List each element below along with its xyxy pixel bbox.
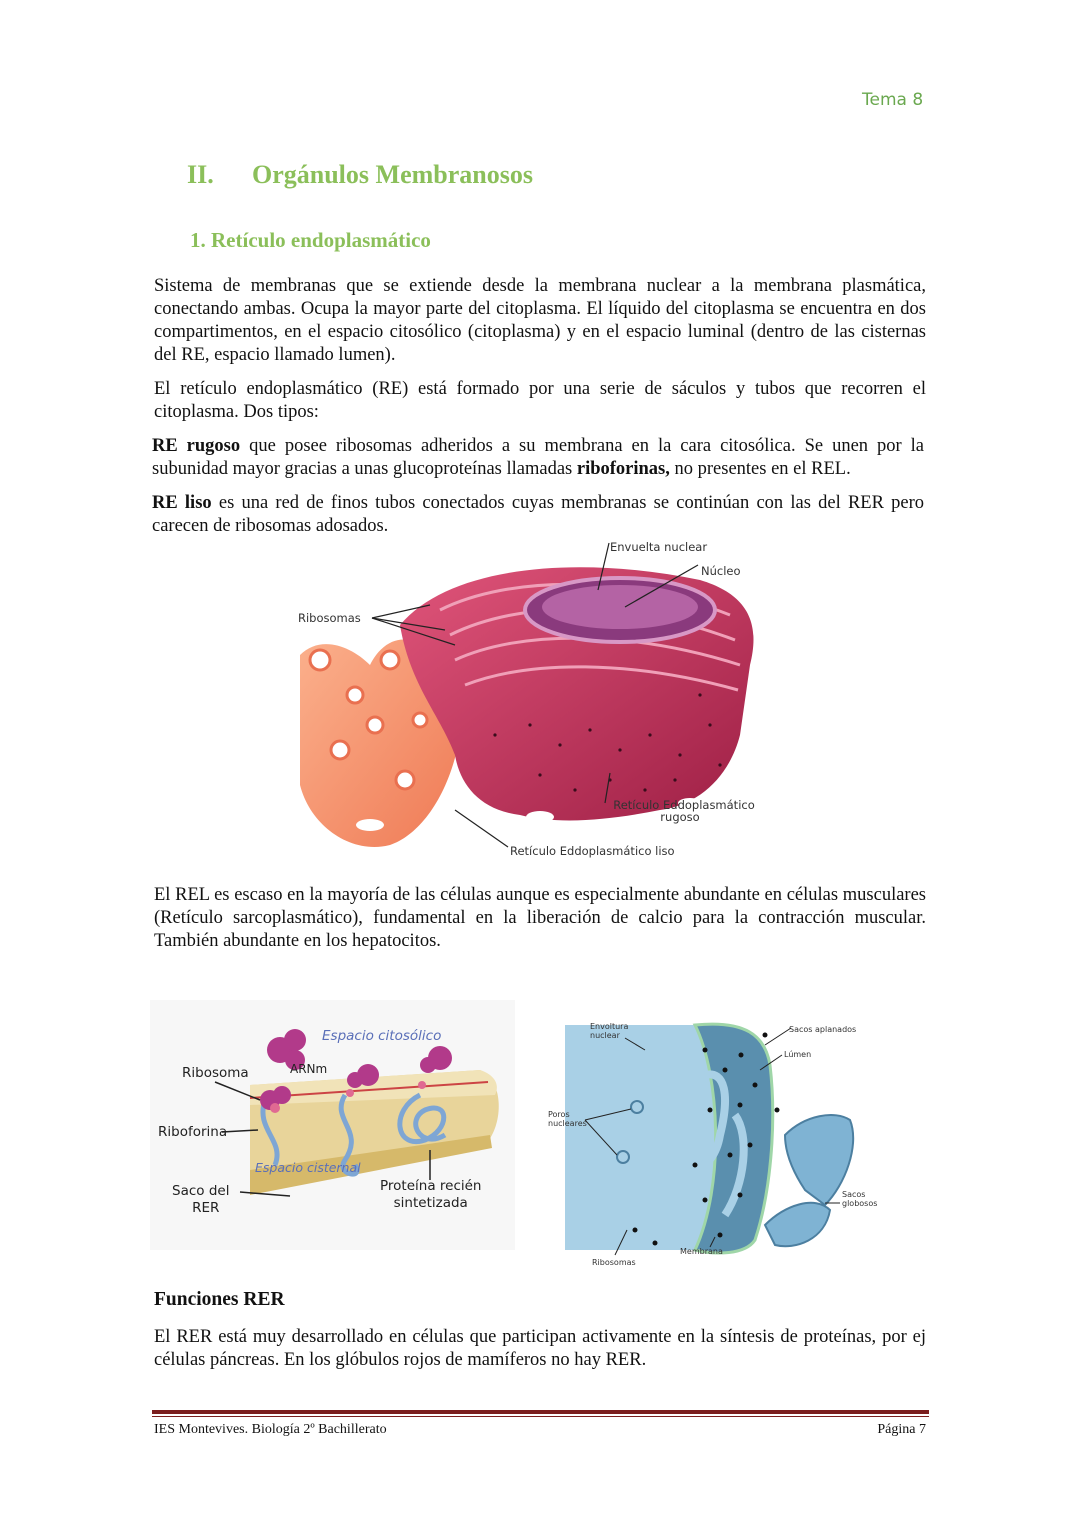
label-poros-line2: nucleares bbox=[548, 1119, 587, 1128]
label-rer-line2: rugoso bbox=[660, 810, 700, 824]
label-riboforina: Riboforina bbox=[158, 1124, 228, 1140]
label-poros-line1: Poros bbox=[548, 1110, 570, 1119]
paragraph-rel-abundance: El REL es escaso en la mayoría de las células aunque es especialmente abundante en células musculares (Retículo sarcoplasmático), fundamental en la liberación de calcio para la contracción muscular. También abundante en los hepatocitos. bbox=[154, 885, 926, 951]
label-saco-line2: RER bbox=[192, 1200, 220, 1216]
label-saco-rer bbox=[172, 1183, 229, 1217]
label-proteina-line1: Proteína recién bbox=[380, 1178, 482, 1194]
paragraph-rel bbox=[152, 492, 924, 538]
footer-page-number: Página 7 bbox=[877, 1422, 926, 1437]
subsection-number: 1. bbox=[190, 228, 206, 252]
label-nucleo: Núcleo bbox=[701, 564, 741, 578]
section-number: II. bbox=[187, 160, 214, 189]
label-arnm: ARNm bbox=[290, 1062, 328, 1076]
label-ribosomas: Ribosomas bbox=[298, 611, 361, 625]
label-proteina-line2: sintetizada bbox=[393, 1195, 468, 1211]
label-envoltura-line2: nuclear bbox=[590, 1031, 620, 1040]
label-espacio-cisternal: Espacio cisternal bbox=[255, 1160, 361, 1175]
paragraph-re-types: El retículo endoplasmático (RE) está formado por una serie de sáculos y tubos que recorren el citoplasma. Dos tipos: bbox=[154, 379, 926, 422]
label-envuelta-nuclear: Envuelta nuclear bbox=[610, 540, 708, 554]
rer-text-b: no presentes en el REL. bbox=[669, 459, 851, 479]
heading-funciones-rer: Funciones RER bbox=[154, 1289, 285, 1310]
footer-school: IES Montevives. Biología 2º Bachillerato bbox=[154, 1422, 387, 1437]
label-sacos-globosos bbox=[842, 1190, 877, 1208]
chapter-label: Tema 8 bbox=[862, 90, 924, 110]
paragraph-rer bbox=[152, 435, 924, 481]
section-title bbox=[187, 160, 533, 190]
label-envoltura-line1: Envoltura bbox=[590, 1022, 629, 1031]
nuclear-envelope-diagram bbox=[545, 1015, 878, 1270]
rel-text: es una red de finos tubos conectados cuyas membranas se continúan con las del RER pero carecen de ribosomas adosados. bbox=[152, 493, 925, 536]
rel-term: RE liso bbox=[152, 493, 212, 513]
subsection-title-text: Retículo endoplasmático bbox=[211, 228, 431, 252]
label-poros bbox=[548, 1110, 587, 1128]
label-lumen: Lúmen bbox=[784, 1050, 812, 1059]
label-ribosoma: Ribosoma bbox=[182, 1065, 249, 1081]
paragraph-intro: Sistema de membranas que se extiende desde la membrana nuclear a la membrana plasmática, conectando ambas. Ocupa la mayor parte del citoplasma. El líquido del citoplasma se encuentra en dos compartimentos, en el espacio citosólico (citoplasma) y en el espacio luminal (dentro de las cisternas del RE, espacio llamado lumen). bbox=[154, 276, 926, 365]
paragraph-rer-functions: El RER está muy desarrollado en células que participan activamente en la síntesis de proteínas, por ej células páncreas. En los glóbulos rojos de mamíferos no hay RER. bbox=[154, 1327, 926, 1370]
label-membrana: Membrana bbox=[680, 1247, 723, 1256]
rer-term: RE rugoso bbox=[152, 436, 241, 456]
footer-rule-thick bbox=[152, 1410, 929, 1414]
label-proteina bbox=[380, 1178, 481, 1212]
label-rer bbox=[604, 799, 764, 823]
label-rel: Retículo Eddoplasmático liso bbox=[510, 844, 675, 858]
label-ribosomas-fig3: Ribosomas bbox=[592, 1258, 636, 1267]
label-sacos-aplanados: Sacos aplanados bbox=[789, 1025, 857, 1034]
rer-text-a: que posee ribosomas adheridos a su membrana en la cara citosólica. Se unen por la subunidad mayor gracias a unas glucoproteínas llamadas bbox=[152, 436, 924, 479]
label-sacos-glob-line2: globosos bbox=[842, 1199, 878, 1208]
label-rer-line1: Retículo Eddoplasmático bbox=[613, 798, 755, 812]
subsection-title bbox=[190, 228, 431, 253]
label-envoltura-nuclear bbox=[590, 1022, 628, 1040]
footer-rule-thin bbox=[152, 1416, 929, 1417]
label-espacio-citosolico: Espacio citosólico bbox=[322, 1028, 442, 1044]
label-saco-line1: Saco del bbox=[172, 1183, 230, 1199]
riboforinas-term: riboforinas, bbox=[576, 459, 670, 479]
label-sacos-glob-line1: Sacos bbox=[842, 1190, 866, 1199]
section-title-text: Orgánulos Membranosos bbox=[252, 160, 533, 189]
